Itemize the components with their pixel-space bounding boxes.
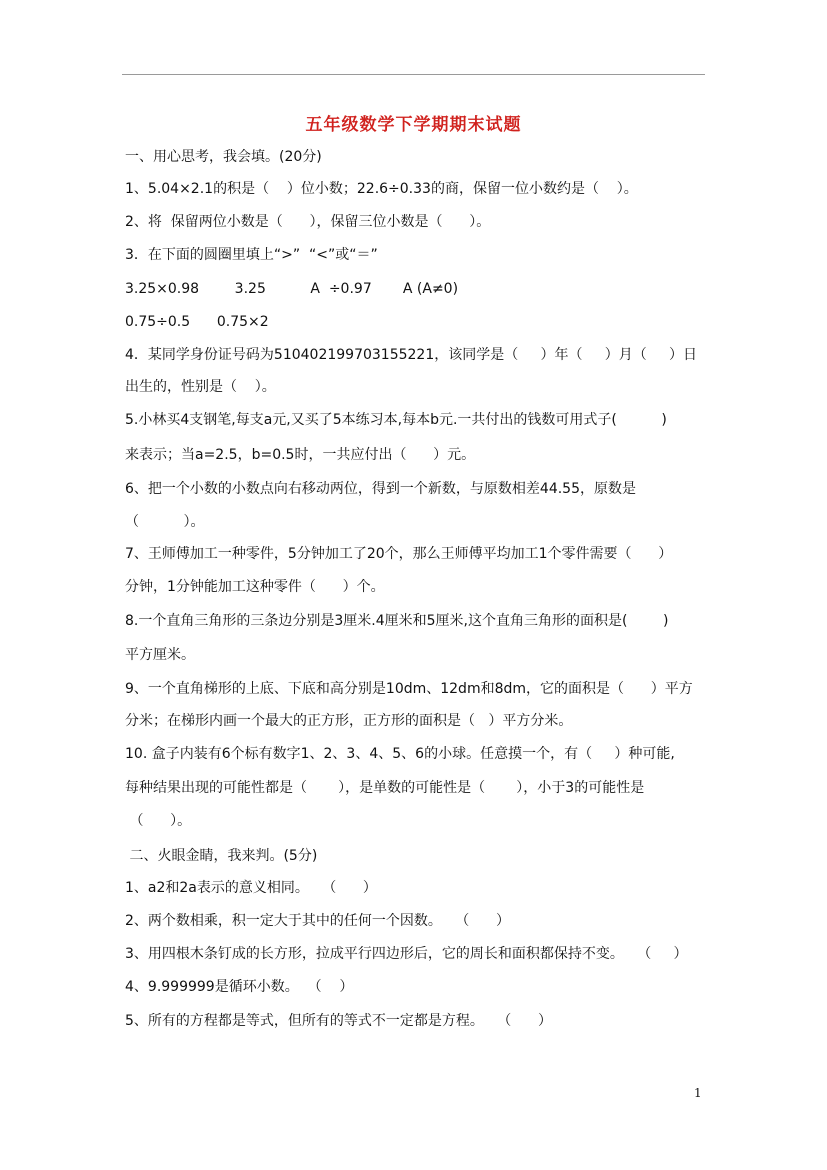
- text-line: 3、用四根木条钉成的长方形，拉成平行四边形后，它的周长和面积都保持不变。 （ ）: [125, 946, 688, 962]
- text-line: 1、5.04×2.1的积是（ ）位小数；22.6÷0.33的商，保留一位小数约是（ ）。: [125, 181, 638, 197]
- text-line: 一、用心思考，我会填。(20分): [125, 149, 322, 165]
- text-line: 3．在下面的圆圈里填上“>” “<”或“＝”: [125, 247, 378, 263]
- text-line: （ ）。: [125, 514, 205, 530]
- text-line: 0.75÷0.5 0.75×2: [125, 314, 269, 330]
- text-line: 平方厘米。: [125, 647, 195, 663]
- text-line: 5、所有的方程都是等式，但所有的等式不一定都是方程。 （ ）: [125, 1013, 552, 1029]
- document-title: 五年级数学下学期期末试题: [305, 115, 522, 135]
- text-line: 10. 盒子内装有6个标有数字1、2、3、4、5、6的小球。任意摸一个，有（ ）种可能,: [125, 746, 675, 762]
- text-line: 3.25×0.98 3.25 A ÷0.97 A (A≠0): [125, 281, 459, 297]
- page-number: 1: [694, 1086, 702, 1100]
- text-line: 分钟，1分钟能加工这种零件（ ）个。: [125, 579, 385, 595]
- text-line: 6、把一个小数的小数点向右移动两位，得到一个新数，与原数相差44.55，原数是: [125, 481, 636, 497]
- text-line: 二、火眼金睛，我来判。(5分): [125, 848, 318, 864]
- text-line: 8.一个直角三角形的三条边分别是3厘米.4厘米和5厘米,这个直角三角形的面积是( ): [125, 613, 669, 629]
- header-rule: [122, 74, 705, 75]
- text-line: 分米；在梯形内画一个最大的正方形，正方形的面积是（ ）平方分米。: [125, 713, 573, 729]
- text-line: 7、王师傅加工一种零件，5分钟加工了20个，那么王师傅平均加工1个零件需要（ ）: [125, 546, 673, 562]
- text-line: 4．某同学身份证号码为510402199703155221，该同学是（ ）年（ ）月（ ）日: [125, 347, 697, 363]
- text-line: 5.小林买4支钢笔,每支a元,又买了5本练习本,每本b元.一共付出的钱数可用式子( ): [125, 412, 667, 428]
- text-line: 1、a2和2a表示的意义相同。 （ ）: [125, 880, 377, 896]
- text-line: （ ）。: [125, 813, 192, 829]
- text-line: 出生的，性别是（ ）。: [125, 379, 276, 395]
- text-line: 2、两个数相乘，积一定大于其中的任何一个因数。 （ ）: [125, 913, 510, 929]
- text-line: 每种结果出现的可能性都是（ ），是单数的可能性是（ ），小于3的可能性是: [125, 780, 645, 796]
- text-line: 4、9.999999是循环小数。 （ ）: [125, 979, 354, 995]
- text-line: 来表示；当a=2.5，b=0.5时，一共应付出（ ）元。: [125, 447, 476, 463]
- text-line: 9、一个直角梯形的上底、下底和高分别是10dm、12dm和8dm，它的面积是（ ）平方: [125, 681, 693, 697]
- text-line: 2、将 保留两位小数是（ ），保留三位小数是（ ）。: [125, 214, 491, 230]
